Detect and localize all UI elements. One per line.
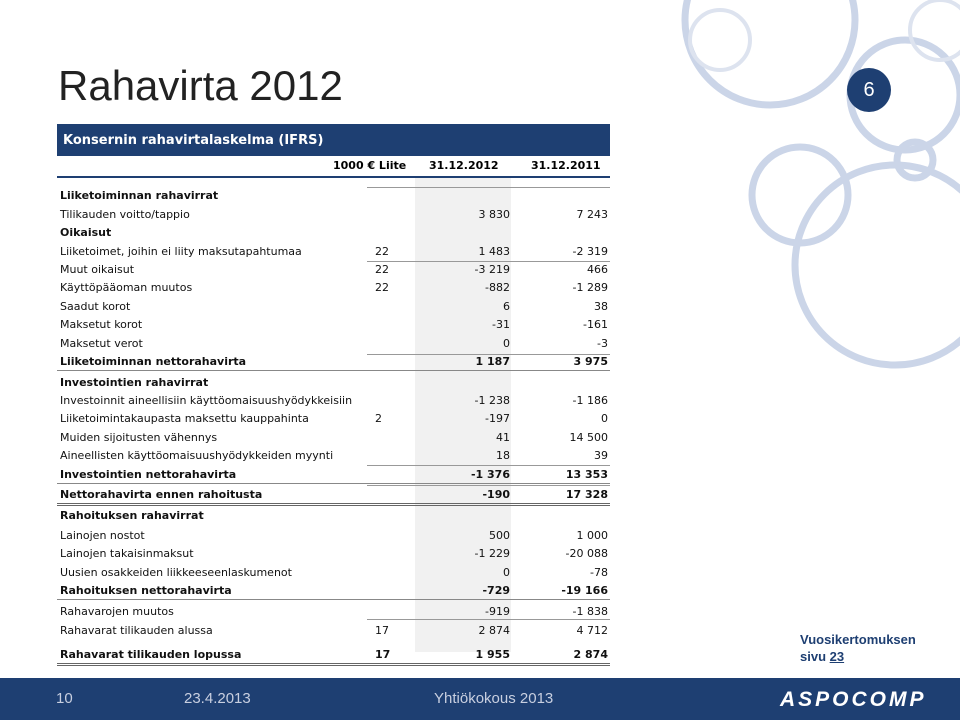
table-body [57, 178, 610, 661]
row-value-2012: -1 238 [474, 394, 510, 407]
table-row [57, 352, 610, 371]
table-row [57, 297, 610, 315]
table-row [57, 315, 610, 333]
cash-flow-table [57, 124, 610, 661]
row-label: Lainojen takaisinmaksut [60, 547, 194, 560]
row-note: 22 [375, 245, 389, 258]
row-value-2012: 0 [503, 566, 510, 579]
slide-number-badge: 6 [847, 68, 891, 112]
table-row [57, 581, 610, 600]
row-label: Aineellisten käyttöomaisuushyödykkeiden myynti [60, 449, 334, 462]
page-title: Rahavirta 2012 [58, 62, 343, 109]
table-row [57, 446, 610, 464]
aspocomp-logo: ASPOCOMP [780, 688, 927, 711]
row-value-2011: -3 [597, 337, 608, 350]
row-label: Liiketoiminnan rahavirrat [60, 189, 219, 202]
row-value-2012: -1 376 [470, 468, 510, 481]
row-value-2011: -78 [590, 566, 608, 579]
table-row [57, 242, 610, 260]
table-row [57, 186, 610, 204]
row-value-2012: -197 [485, 412, 510, 425]
row-value-2011: 38 [594, 300, 608, 313]
table-row [57, 373, 610, 391]
row-value-2011: 13 353 [565, 468, 608, 481]
row-value-2011: -2 319 [572, 245, 608, 258]
row-value-2012: 41 [496, 431, 510, 444]
row-value-2011: 14 500 [569, 431, 608, 444]
footer-page: 10 [56, 690, 73, 707]
table-row [57, 506, 610, 524]
row-label: Maksetut verot [60, 337, 143, 350]
row-label: Investointien nettorahavirta [60, 468, 237, 481]
row-value-2012: 1 955 [475, 648, 510, 661]
row-value-2012: -3 219 [474, 263, 510, 276]
row-value-2011: 7 243 [576, 208, 608, 221]
row-label: Rahavarojen muutos [60, 605, 174, 618]
table-row [57, 544, 610, 562]
row-value-2011: 39 [594, 449, 608, 462]
row-note: 17 [375, 624, 389, 637]
row-label: Saadut korot [60, 300, 131, 313]
footer-date: 23.4.2013 [184, 690, 251, 707]
row-value-2012: 1 483 [478, 245, 510, 258]
row-value-2011: 466 [587, 263, 608, 276]
row-label: Rahavarat tilikauden lopussa [60, 648, 242, 661]
header-2011: 31.12.2011 [531, 159, 601, 172]
table-row [57, 278, 610, 296]
row-value-2012: 500 [489, 529, 510, 542]
row-value-2012: -882 [485, 281, 510, 294]
table-row [57, 563, 610, 581]
row-label: Tilikauden voitto/tappio [60, 208, 190, 221]
row-value-2011: -1 186 [572, 394, 608, 407]
reference-text: Vuosikertomuksen [800, 632, 916, 647]
table-row [57, 205, 610, 223]
row-value-2012: -729 [482, 584, 510, 597]
row-label: Investointien rahavirrat [60, 376, 209, 389]
row-label: Käyttöpääoman muutos [60, 281, 193, 294]
table-row [57, 391, 610, 409]
header-unit: 1000 € Liite [333, 159, 407, 172]
table-row [57, 526, 610, 544]
row-value-2012: -1 229 [474, 547, 510, 560]
row-note: 2 [375, 412, 382, 425]
reference-page-prefix: sivu [800, 649, 827, 664]
table-row [57, 409, 610, 427]
row-value-2012: -31 [492, 318, 510, 331]
row-note: 22 [375, 281, 389, 294]
row-value-2012: 18 [496, 449, 510, 462]
table-row [57, 260, 610, 278]
row-label: Liiketoimet, joihin ei liity maksutapahtumaa [60, 245, 302, 258]
table-row [57, 602, 610, 620]
row-label: Nettorahavirta ennen rahoitusta [60, 488, 263, 501]
row-value-2011: 1 000 [576, 529, 608, 542]
table-header [57, 156, 610, 178]
row-label: Investoinnit aineellisiin käyttöomaisuushyödykkeisiin [60, 394, 353, 407]
table-row [57, 645, 610, 666]
row-value-2012: 0 [503, 337, 510, 350]
row-value-2012: 3 830 [478, 208, 510, 221]
page-link[interactable]: 23 [829, 649, 845, 664]
row-value-2011: 2 874 [573, 648, 608, 661]
row-label: Lainojen nostot [60, 529, 145, 542]
row-value-2012: -919 [485, 605, 510, 618]
row-label: Rahoituksen nettorahavirta [60, 584, 232, 597]
row-value-2012: 1 187 [475, 355, 510, 368]
table-row [57, 465, 610, 484]
row-value-2012: -190 [482, 488, 510, 501]
table-caption: Konsernin rahavirtalaskelma (IFRS) [57, 124, 610, 156]
table-row [57, 621, 610, 639]
table-row [57, 485, 610, 506]
row-value-2011: -20 088 [565, 547, 608, 560]
row-label: Muiden sijoitusten vähennys [60, 431, 218, 444]
row-label: Liiketoimintakaupasta maksettu kauppahinta [60, 412, 309, 425]
table-row [57, 428, 610, 446]
row-value-2011: -19 166 [561, 584, 608, 597]
row-label: Rahoituksen rahavirrat [60, 509, 204, 522]
row-value-2011: -161 [583, 318, 608, 331]
row-label: Maksetut korot [60, 318, 143, 331]
row-value-2011: -1 289 [572, 281, 608, 294]
row-label: Rahavarat tilikauden alussa [60, 624, 213, 637]
row-value-2011: 0 [601, 412, 608, 425]
row-label: Oikaisut [60, 226, 112, 239]
header-2012: 31.12.2012 [429, 159, 499, 172]
row-value-2011: 3 975 [573, 355, 608, 368]
row-value-2012: 2 874 [478, 624, 510, 637]
row-value-2012: 6 [503, 300, 510, 313]
table-row [57, 223, 610, 241]
row-value-2011: -1 838 [572, 605, 608, 618]
row-note: 17 [375, 648, 391, 661]
footer [0, 678, 960, 720]
row-value-2011: 4 712 [576, 624, 608, 637]
row-label: Muut oikaisut [60, 263, 135, 276]
row-label: Uusien osakkeiden liikkeeseenlaskumenot [60, 566, 292, 579]
row-value-2011: 17 328 [565, 488, 608, 501]
annual-report-reference [800, 631, 916, 665]
row-label: Liiketoiminnan nettorahavirta [60, 355, 247, 368]
table-row [57, 334, 610, 352]
footer-event: Yhtiökokous 2013 [434, 690, 554, 707]
row-note: 22 [375, 263, 389, 276]
